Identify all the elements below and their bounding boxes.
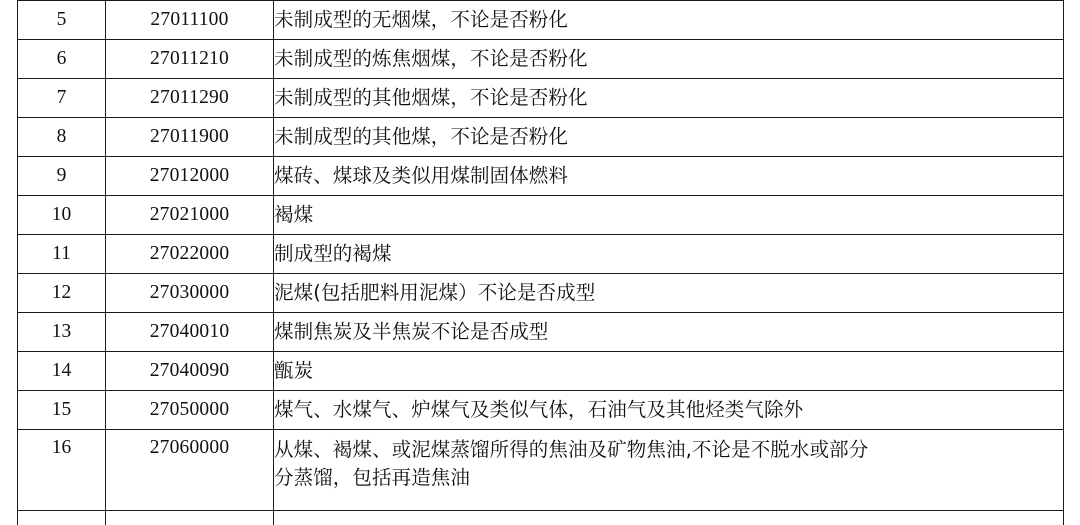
table-row-partial <box>18 511 1064 525</box>
row-tariff-code: 27011900 <box>106 118 274 157</box>
row-description: 制成型的褐煤 <box>274 235 1064 274</box>
row-sequence: 13 <box>18 313 106 352</box>
row-sequence-empty <box>18 511 106 525</box>
table-row <box>18 430 1064 511</box>
table-row <box>18 40 1064 79</box>
row-tariff-code: 27030000 <box>106 274 274 313</box>
row-description: 泥煤(包括肥料用泥煤）不论是否成型 <box>274 274 1064 313</box>
row-description: 甑炭 <box>274 352 1064 391</box>
row-sequence: 16 <box>18 430 106 511</box>
row-tariff-code: 27021000 <box>106 196 274 235</box>
row-sequence: 9 <box>18 157 106 196</box>
row-description-line2: 分蒸馏，包括再造焦油 <box>274 464 1063 492</box>
row-sequence: 7 <box>18 79 106 118</box>
table-row <box>18 157 1064 196</box>
row-description <box>274 430 1064 511</box>
row-tariff-code: 27012000 <box>106 157 274 196</box>
row-tariff-code: 27060000 <box>106 430 274 511</box>
row-description: 未制成型的无烟煤，不论是否粉化 <box>274 1 1064 40</box>
row-tariff-code: 27050000 <box>106 391 274 430</box>
row-sequence: 6 <box>18 40 106 79</box>
table-row <box>18 196 1064 235</box>
table-row <box>18 118 1064 157</box>
row-description: 未制成型的其他煤，不论是否粉化 <box>274 118 1064 157</box>
row-description: 煤砖、煤球及类似用煤制固体燃料 <box>274 157 1064 196</box>
table-row <box>18 235 1064 274</box>
tariff-table <box>17 0 1064 525</box>
row-description: 未制成型的其他烟煤，不论是否粉化 <box>274 79 1064 118</box>
row-sequence: 11 <box>18 235 106 274</box>
row-description: 煤制焦炭及半焦炭不论是否成型 <box>274 313 1064 352</box>
table-row <box>18 313 1064 352</box>
row-tariff-code: 27011100 <box>106 1 274 40</box>
row-description: 褐煤 <box>274 196 1064 235</box>
row-sequence: 8 <box>18 118 106 157</box>
row-tariff-code: 27011290 <box>106 79 274 118</box>
row-tariff-code-empty <box>106 511 274 525</box>
row-description: 煤气、水煤气、炉煤气及类似气体，石油气及其他烃类气除外 <box>274 391 1064 430</box>
row-tariff-code: 27022000 <box>106 235 274 274</box>
table-row <box>18 352 1064 391</box>
table-row <box>18 274 1064 313</box>
table-row <box>18 391 1064 430</box>
row-description: 未制成型的炼焦烟煤，不论是否粉化 <box>274 40 1064 79</box>
row-sequence: 15 <box>18 391 106 430</box>
row-tariff-code: 27040010 <box>106 313 274 352</box>
row-tariff-code: 27040090 <box>106 352 274 391</box>
row-description-line1: 从煤、褐煤、或泥煤蒸馏所得的焦油及矿物焦油,不论是不脱水或部分 <box>274 438 868 461</box>
row-sequence: 12 <box>18 274 106 313</box>
row-description-empty <box>274 511 1064 525</box>
table-row <box>18 79 1064 118</box>
row-sequence: 10 <box>18 196 106 235</box>
row-sequence: 14 <box>18 352 106 391</box>
table-row <box>18 1 1064 40</box>
table-body <box>18 1 1064 525</box>
row-tariff-code: 27011210 <box>106 40 274 79</box>
row-sequence: 5 <box>18 1 106 40</box>
